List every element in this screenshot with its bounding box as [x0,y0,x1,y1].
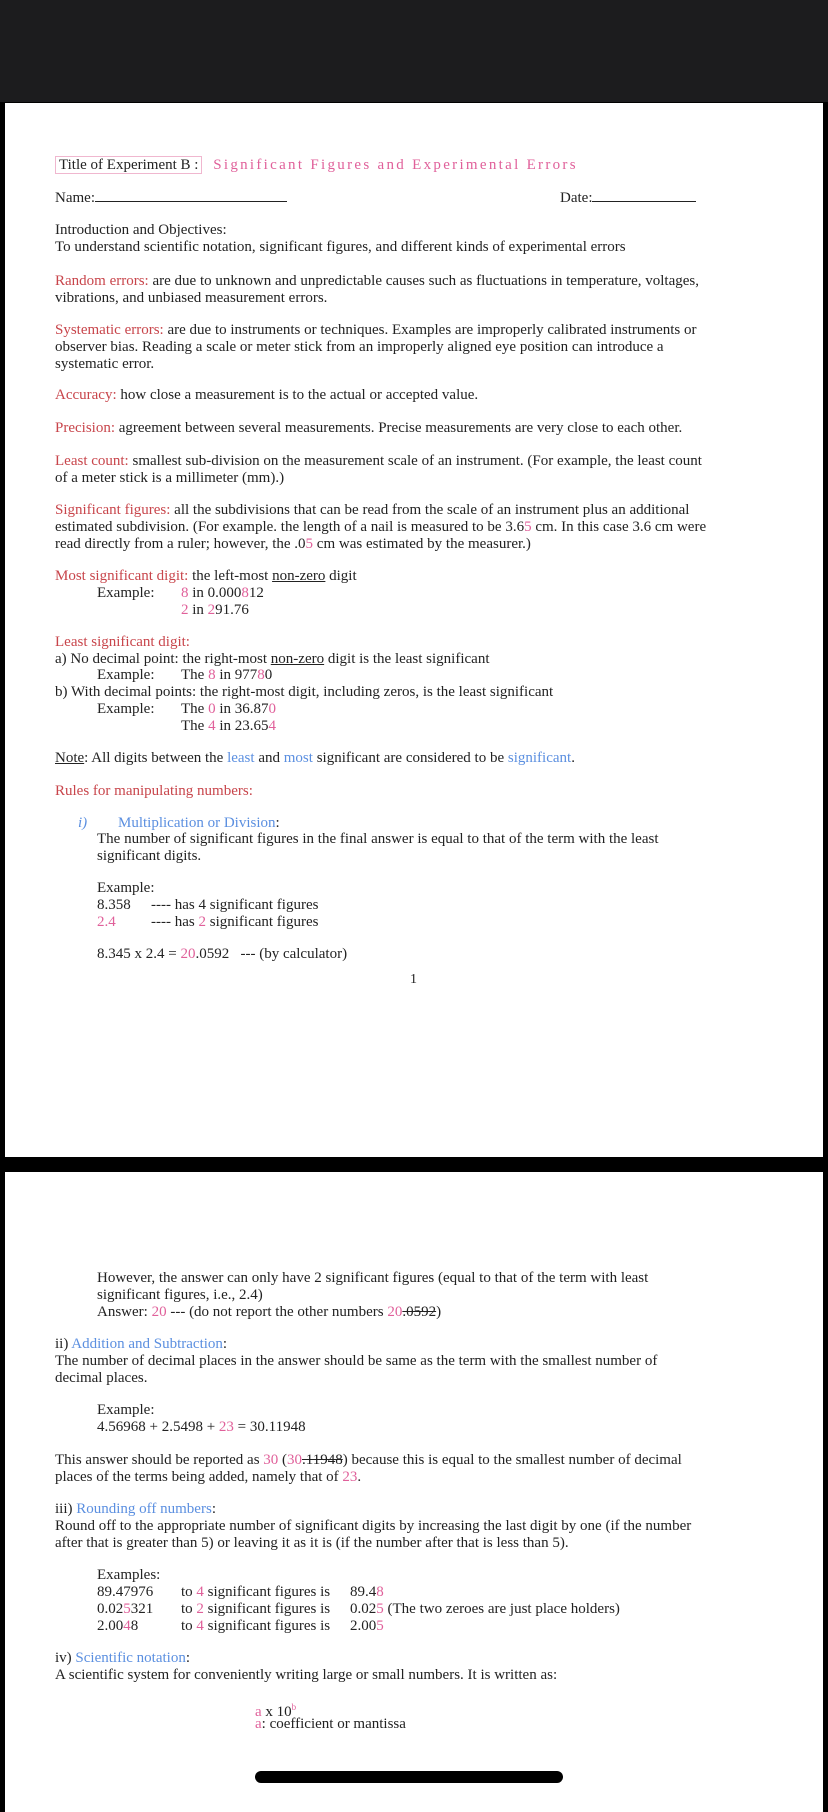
highlight-significant: significant [507,750,572,766]
lsd-b-example-1 [181,700,276,718]
rule2-text-2: decimal places. [55,1370,148,1386]
text: : coefficient or mantissa [261,1716,406,1732]
text: ) [436,1304,442,1320]
text: 7 [123,1584,131,1600]
digit: 8 [376,1584,384,1600]
text: a) No decimal point: the right-most [55,651,271,667]
lsd-b-example-2 [181,717,276,735]
least-count-line-1 [55,452,702,470]
text: and [254,750,284,766]
sigfig-text-2a: estimated subdivision. (For example. the length of a nail is measured to be 3.6 [55,519,525,535]
text: to [181,1584,197,1600]
text: 2.00 [97,1618,124,1634]
systematic-errors-text: are due to instruments or techniques. Examples are improperly calibrated instruments or [163,322,697,338]
least-count-line-2: of a meter stick is a millimeter (mm).) [55,470,285,486]
rule3-text-2: after that is greater than 5) or leaving it as it is (if the number after that is less than 5). [55,1535,569,1551]
text: ( [278,1452,288,1468]
text: places of the terms being added, namely that of [55,1469,343,1485]
name-field [55,189,287,207]
text: . [357,1469,362,1485]
rounding-row-2-result [350,1600,620,1618]
lsd-a-example [181,666,272,684]
date-label: Date: [560,190,593,206]
name-blank [95,200,287,202]
text: significant figures is [203,1584,331,1600]
rounding-row-3-rule [181,1617,330,1635]
rule1-example-1-number: 8.358 [97,897,131,913]
rule1-text-1: The number of significant figures in the final answer is equal to that of the term with the least [97,831,659,847]
rule2-example-label: Example: [97,1402,155,1418]
struck-text: .11948 [302,1452,343,1468]
title-text: Significant Figures and Experimental Errors [213,157,578,173]
rule2-title: Addition and Subtraction [71,1336,223,1352]
rule1-number [78,814,87,832]
least-count-term: Least count: [55,453,129,469]
top-bar [0,0,828,102]
rule2-num: ii) [55,1336,72,1352]
digit: 4 [196,1618,204,1634]
msd-line [55,567,357,585]
rounding-row-3-number [97,1617,138,1635]
text: 12 [248,585,264,601]
struck-text: .0592 [402,1304,437,1320]
intro-heading: Introduction and Objectives: [55,222,227,238]
msd-example-label: Example: [97,585,155,601]
exponent-symbol: b [291,1702,297,1712]
digit: 4 [268,718,276,734]
text: to [181,1601,197,1617]
text: in 0.000 [188,585,242,601]
rule1-title: Multiplication or Division [118,815,276,831]
lsd-a-example-label: Example: [97,667,155,683]
text: : [211,1501,216,1517]
digit: 5 [123,1601,131,1617]
random-errors-text: are due to unknown and unpredictable causes such as fluctuations in temperature, voltages, [148,273,699,289]
digit: 23 [218,1419,234,1435]
however-line-1: However, the answer can only have 2 significant figures (equal to that of the term with least [97,1270,649,1286]
text: (The two zeroes are just place holders) [383,1601,620,1617]
systematic-errors-term: Systematic errors: [55,322,164,338]
text: significant figures is [203,1618,331,1634]
rule2-text-1: The number of decimal places in the answer should be same as the term with the smallest number of [55,1353,658,1369]
systematic-errors-line-1 [55,321,697,339]
digit: 30 [263,1452,279,1468]
least-count-text: smallest sub-division on the measurement scale of an instrument. (For example, the least count [128,453,702,469]
digit: 30 [287,1452,303,1468]
msd-example-2 [181,601,249,619]
digit: 8 [208,667,216,683]
text: in 977 [215,667,258,683]
text: 976 [130,1584,154,1600]
random-errors-line-1 [55,272,699,290]
text: 2.00 [350,1618,377,1634]
accuracy-text: how close a measurement is to the actual or accepted value. [116,387,479,403]
text: significant figures [205,914,319,930]
rule3-num: iii) [55,1501,77,1517]
digit: 0 [208,701,216,717]
rounding-row-2-number [97,1600,153,1618]
text: This answer should be reported as [55,1452,264,1468]
accuracy-line [55,386,478,404]
text: to [181,1618,197,1634]
rule1-text-2: significant digits. [97,848,202,864]
page-number: 1 [410,972,417,987]
digit: 4 [208,718,216,734]
text: --- (do not report the other numbers [166,1304,388,1320]
digit: 20 [151,1304,167,1320]
sigfig-text-3c: cm was estimated by the measurer.) [313,536,531,552]
document-page-2 [5,1172,823,1812]
rule1-example-2-text [151,913,318,931]
text: 8 [130,1618,139,1634]
text: 0.02 [97,1601,124,1617]
text: --- (by calculator) [229,946,348,962]
digit: 23 [342,1469,358,1485]
rule2-report-line-2 [55,1468,361,1486]
redaction-bar [255,1771,563,1783]
rules-heading: Rules for manipulating numbers: [55,783,253,799]
rounding-row-1-rule [181,1583,330,1601]
text: significant figures is [203,1601,331,1617]
digit: 4 [196,1584,204,1600]
precision-line [55,419,682,437]
text: 4.56968 + 2.5498 + [97,1419,219,1435]
lsd-rule-b: b) With decimal points: the right-most digit, including zeros, is the least significant [55,684,554,700]
text: in 36.87 [215,701,269,717]
coefficient-symbol: a [255,1716,262,1732]
experiment-title-line [55,156,578,174]
name-label: Name: [55,190,95,206]
rule3-title-line [55,1500,216,1518]
sigfig-line-3 [55,535,531,553]
formula-definition [255,1715,406,1733]
estimated-digit: 5 [305,536,314,552]
sigfig-text-2c: cm. In this case 3.6 cm were [531,519,707,535]
text: The [181,701,209,717]
text: : All digits between the [84,750,228,766]
rule2-report-line-1 [55,1451,682,1469]
text: digit is the least significant [324,651,490,667]
digit: 5 [376,1618,384,1634]
rounding-row-1-result [350,1583,384,1601]
digit: 2 [196,1601,204,1617]
rule4-text: A scientific system for conveniently writing large or small numbers. It is written as: [55,1667,558,1683]
rule3-examples-label: Examples: [97,1567,161,1583]
sigfig-line-2 [55,518,706,536]
document-page-1 [5,103,823,1157]
text: 0.02 [350,1601,377,1617]
rule2-title-line [55,1335,227,1353]
text: in 23.65 [215,718,269,734]
sigfig-text-3a: read directly from a ruler; however, the .0 [55,536,306,552]
digit: 8 [257,667,265,683]
text: .0592 [195,946,230,962]
rule1-example-label: Example: [97,880,155,896]
underline: non-zero [270,651,325,667]
text: ---- has [151,914,199,930]
msd-underline: non-zero [272,568,326,584]
text: 321 [130,1601,154,1617]
date-field [560,189,696,207]
text: Answer: [97,1304,152,1320]
answer-line [97,1303,441,1321]
text: in [188,602,208,618]
msd-text-end: digit [325,568,357,584]
note-label: Note [55,750,85,766]
however-line-2: significant figures, i.e., 2.4) [97,1287,263,1303]
sigfig-line-1 [55,501,689,519]
title-label: Title of Experiment B : [55,156,202,174]
systematic-errors-line-3: systematic error. [55,356,155,372]
text: The [181,718,209,734]
rule4-num: iv) [55,1650,76,1666]
random-errors-line-2: vibrations, and unbiased measurement errors. [55,290,328,306]
intro-text: To understand scientific notation, significant figures, and different kinds of experimental errors [55,239,626,255]
systematic-errors-line-2: observer bias. Reading a scale or meter stick from an improperly aligned eye position can introduce a [55,339,664,355]
rounding-row-2-rule [181,1600,330,1618]
text: = 30.11948 [233,1419,306,1435]
rule4-title-line [55,1649,190,1667]
digit: 20 [180,946,196,962]
rule3-title: Rounding off numbers [76,1501,212,1517]
msd-text: the left-most [188,568,273,584]
precision-term: Precision: [55,420,115,436]
lsd-term-text: Least significant digit: [55,634,190,650]
coefficient-symbol: a [255,1704,262,1720]
digit: 0 [268,701,276,717]
digit: 2 [181,602,189,618]
text: : [275,815,280,831]
date-blank [592,200,696,202]
rounding-row-3-result [350,1617,384,1635]
random-errors-term: Random errors: [55,273,149,289]
digit: 5 [376,1601,384,1617]
lsd-b-example-label: Example: [97,701,155,717]
text: 0 [264,667,273,683]
rule4-title: Scientific notation [75,1650,186,1666]
text: 91.76 [215,602,249,618]
msd-term: Most significant digit: [55,568,189,584]
msd-example-1 [181,584,264,602]
digit: 8 [241,585,249,601]
text: x 10 [261,1704,292,1720]
estimated-digit: 5 [524,519,532,535]
text: 89.4 [97,1584,124,1600]
rule2-sum [97,1418,306,1436]
note-line [55,749,575,767]
precision-text: agreement between several measurements. Precise measurements are very close to each other. [115,420,683,436]
text: ) because this is equal to the smallest number of decimal [342,1452,682,1468]
digit: 2 [198,914,206,930]
lsd-term [55,633,190,651]
digit: 4 [123,1618,131,1634]
digit: 20 [387,1304,403,1320]
rule1-calculation [97,945,347,963]
text: significant are considered to be [312,750,508,766]
text: 89.4 [350,1584,377,1600]
rule1-example-1-text: ---- has 4 significant figures [151,897,319,913]
rule1-num-text: i) [78,815,88,831]
text: : [185,1650,190,1666]
digit: 2 [207,602,216,618]
sigfig-term: Significant figures: [55,502,171,518]
text: : [222,1336,228,1352]
rule3-text-1: Round off to the appropriate number of significant digits by increasing the last digit by one (if the number [55,1518,692,1534]
rounding-row-1-number [97,1583,153,1601]
sigfig-text: all the subdivisions that can be read from the scale of an instrument plus an additional [170,502,690,518]
highlight-most: most [283,750,313,766]
accuracy-term: Accuracy: [55,387,117,403]
text: . [571,750,575,766]
digit: 8 [181,585,189,601]
rule1-example-2-number: 2.4 [97,914,116,930]
highlight-least: least [227,750,255,766]
text: The [181,667,209,683]
text: 8.345 x 2.4 = [97,946,181,962]
